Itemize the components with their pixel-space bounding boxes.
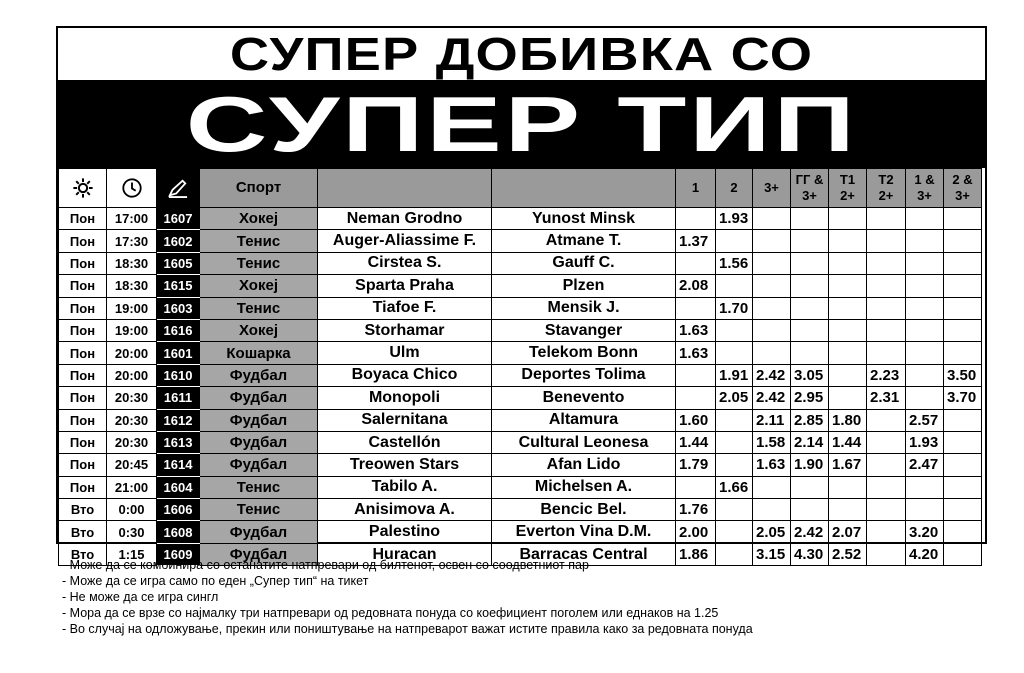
- odds-header-1-3plus: 1 & 3+: [906, 169, 944, 208]
- home-team: Neman Grodno: [318, 208, 492, 230]
- odds-cell: [906, 297, 944, 319]
- odds-cell: [676, 476, 716, 498]
- match-code: 1602: [157, 230, 200, 252]
- odds-cell: 1.93: [906, 431, 944, 453]
- home-team: Palestino: [318, 521, 492, 543]
- time-cell: 1:15: [107, 543, 157, 565]
- odds-cell: [867, 454, 906, 476]
- odds-cell: 1.66: [716, 476, 753, 498]
- sport-cell: Тенис: [200, 230, 318, 252]
- odds-cell: [791, 476, 829, 498]
- odds-cell: 2.57: [906, 409, 944, 431]
- sport-cell: Фудбал: [200, 364, 318, 386]
- odds-cell: 1.86: [676, 543, 716, 565]
- odds-cell: [676, 387, 716, 409]
- day-cell: Пон: [59, 275, 107, 297]
- away-team: Stavanger: [492, 319, 676, 341]
- day-cell: Вто: [59, 543, 107, 565]
- away-team: Cultural Leonesa: [492, 431, 676, 453]
- match-row: [59, 499, 982, 521]
- odds-cell: [716, 230, 753, 252]
- match-row: [59, 319, 982, 341]
- match-code: 1605: [157, 252, 200, 274]
- day-cell: Пон: [59, 297, 107, 319]
- odds-header-gg-3plus: ГГ & 3+: [791, 169, 829, 208]
- odds-cell: [676, 364, 716, 386]
- odds-cell: 2.42: [791, 521, 829, 543]
- match-code: 1606: [157, 499, 200, 521]
- odds-cell: 2.14: [791, 431, 829, 453]
- match-row: [59, 387, 982, 409]
- odds-cell: [753, 208, 791, 230]
- away-team: Everton Vina D.M.: [492, 521, 676, 543]
- time-cell: 19:00: [107, 297, 157, 319]
- sport-cell: Хокеј: [200, 319, 318, 341]
- sport-cell: Кошарка: [200, 342, 318, 364]
- odds-cell: 2.11: [753, 409, 791, 431]
- odds-cell: [867, 521, 906, 543]
- match-row: [59, 208, 982, 230]
- day-cell: Пон: [59, 387, 107, 409]
- odds-cell: [944, 499, 982, 521]
- odds-cell: [716, 499, 753, 521]
- home-team: Cirstea S.: [318, 252, 492, 274]
- odds-cell: 1.79: [676, 454, 716, 476]
- odds-cell: [716, 319, 753, 341]
- time-cell: 0:00: [107, 499, 157, 521]
- match-code: 1601: [157, 342, 200, 364]
- note-line: - Не може да се игра сингл: [62, 590, 219, 604]
- note-line: - Може да се комбинира со останатите натпревари од билтенот, освен со соодветниот пар: [62, 558, 589, 572]
- odds-cell: [867, 342, 906, 364]
- sport-cell: Тенис: [200, 297, 318, 319]
- odds-cell: 1.63: [753, 454, 791, 476]
- away-team: Michelsen A.: [492, 476, 676, 498]
- time-cell: 20:30: [107, 431, 157, 453]
- odds-cell: [906, 252, 944, 274]
- odds-cell: 1.37: [676, 230, 716, 252]
- odds-cell: [753, 476, 791, 498]
- odds-cell: [791, 275, 829, 297]
- odds-cell: [753, 275, 791, 297]
- odds-cell: [753, 499, 791, 521]
- odds-header-t1-2plus: Т1 2+: [829, 169, 867, 208]
- match-code: 1608: [157, 521, 200, 543]
- odds-cell: [676, 208, 716, 230]
- home-team: Storhamar: [318, 319, 492, 341]
- odds-cell: 3.50: [944, 364, 982, 386]
- away-header: [492, 169, 676, 208]
- odds-cell: 1.67: [829, 454, 867, 476]
- odds-cell: 2.05: [753, 521, 791, 543]
- match-row: [59, 454, 982, 476]
- odds-cell: [906, 342, 944, 364]
- time-cell: 20:30: [107, 409, 157, 431]
- match-code: 1616: [157, 319, 200, 341]
- odds-cell: [829, 387, 867, 409]
- odds-cell: [906, 364, 944, 386]
- odds-cell: [906, 208, 944, 230]
- sport-cell: Фудбал: [200, 387, 318, 409]
- odds-cell: [867, 230, 906, 252]
- day-cell: Пон: [59, 208, 107, 230]
- gear-icon: [59, 177, 106, 199]
- odds-cell: [829, 364, 867, 386]
- odds-cell: 1.44: [829, 431, 867, 453]
- odds-cell: [829, 319, 867, 341]
- sport-cell: Тенис: [200, 499, 318, 521]
- away-team: Bencic Bel.: [492, 499, 676, 521]
- odds-cell: 2.23: [867, 364, 906, 386]
- away-team: Plzen: [492, 275, 676, 297]
- odds-header-3plus: 3+: [753, 169, 791, 208]
- promo-frame: [56, 26, 987, 564]
- odds-cell: 1.63: [676, 319, 716, 341]
- sport-cell: Фудбал: [200, 521, 318, 543]
- odds-cell: 1.91: [716, 364, 753, 386]
- match-row: [59, 275, 982, 297]
- odds-cell: 1.63: [676, 342, 716, 364]
- away-team: Mensik J.: [492, 297, 676, 319]
- odds-cell: 1.80: [829, 409, 867, 431]
- match-row: [59, 252, 982, 274]
- rules-notes: [62, 557, 962, 637]
- odds-cell: 1.44: [676, 431, 716, 453]
- home-team: Tabilo A.: [318, 476, 492, 498]
- odds-cell: [944, 319, 982, 341]
- match-code: 1611: [157, 387, 200, 409]
- odds-cell: [906, 275, 944, 297]
- odds-cell: [716, 454, 753, 476]
- odds-cell: [716, 275, 753, 297]
- away-team: Telekom Bonn: [492, 342, 676, 364]
- odds-cell: 2.00: [676, 521, 716, 543]
- odds-cell: [716, 431, 753, 453]
- sport-cell: Фудбал: [200, 454, 318, 476]
- match-code: 1607: [157, 208, 200, 230]
- match-row: [59, 409, 982, 431]
- clock-icon: [107, 177, 156, 199]
- match-code: 1615: [157, 275, 200, 297]
- odds-cell: [867, 297, 906, 319]
- time-cell: 20:00: [107, 364, 157, 386]
- away-team: Afan Lido: [492, 454, 676, 476]
- odds-cell: [944, 230, 982, 252]
- odds-cell: [829, 230, 867, 252]
- match-code: 1603: [157, 297, 200, 319]
- odds-cell: [867, 476, 906, 498]
- odds-cell: [867, 275, 906, 297]
- sport-cell: Тенис: [200, 476, 318, 498]
- time-cell: 0:30: [107, 521, 157, 543]
- sport-cell: Фудбал: [200, 543, 318, 565]
- odds-cell: [791, 499, 829, 521]
- home-team: Anisimova A.: [318, 499, 492, 521]
- odds-cell: 1.93: [716, 208, 753, 230]
- time-cell: 17:00: [107, 208, 157, 230]
- sport-cell: Фудбал: [200, 431, 318, 453]
- home-team: Boyaca Chico: [318, 364, 492, 386]
- home-team: Sparta Praha: [318, 275, 492, 297]
- time-cell: 18:30: [107, 275, 157, 297]
- sport-cell: Хокеј: [200, 275, 318, 297]
- day-cell: Пон: [59, 409, 107, 431]
- odds-cell: [944, 409, 982, 431]
- day-cell: Пон: [59, 252, 107, 274]
- day-cell: Пон: [59, 454, 107, 476]
- title-line-1: СУПЕР ДОБИВКА СО: [229, 28, 814, 80]
- odds-header-2: 2: [716, 169, 753, 208]
- away-team: Gauff C.: [492, 252, 676, 274]
- odds-cell: 3.70: [944, 387, 982, 409]
- odds-cell: [944, 454, 982, 476]
- note-line: - Во случај на одложување, прекин или поништување на натпреварот важат истите правила како за редовната понуда: [62, 622, 753, 636]
- title-banner: [58, 80, 985, 168]
- odds-cell: [867, 252, 906, 274]
- sport-cell: Тенис: [200, 252, 318, 274]
- odds-cell: [829, 476, 867, 498]
- odds-table: [58, 168, 982, 566]
- day-cell: Пон: [59, 431, 107, 453]
- odds-cell: [829, 297, 867, 319]
- time-header: [107, 169, 157, 208]
- match-row: [59, 364, 982, 386]
- odds-cell: [944, 476, 982, 498]
- odds-cell: [867, 208, 906, 230]
- odds-cell: [676, 252, 716, 274]
- sport-header: Спорт: [200, 169, 318, 208]
- odds-cell: 2.42: [753, 387, 791, 409]
- home-team: Ulm: [318, 342, 492, 364]
- odds-cell: [829, 252, 867, 274]
- title-line-2: СУПЕР ТИП: [185, 80, 858, 168]
- odds-cell: [867, 499, 906, 521]
- odds-cell: [906, 499, 944, 521]
- odds-cell: [791, 297, 829, 319]
- odds-cell: 2.42: [753, 364, 791, 386]
- odds-header-2-3plus: 2 & 3+: [944, 169, 982, 208]
- odds-cell: [791, 319, 829, 341]
- odds-cell: [753, 319, 791, 341]
- odds-cell: 4.20: [906, 543, 944, 565]
- odds-cell: 3.20: [906, 521, 944, 543]
- time-cell: 20:45: [107, 454, 157, 476]
- odds-cell: [944, 342, 982, 364]
- note-line: - Може да се игра само по еден „Супер тип“ на тикет: [62, 574, 369, 588]
- match-code: 1609: [157, 543, 200, 565]
- day-cell: Пон: [59, 476, 107, 498]
- odds-cell: 4.30: [791, 543, 829, 565]
- odds-cell: [829, 342, 867, 364]
- odds-cell: [944, 521, 982, 543]
- away-team: Benevento: [492, 387, 676, 409]
- header-row: [59, 169, 982, 208]
- odds-cell: 1.90: [791, 454, 829, 476]
- home-team: Salernitana: [318, 409, 492, 431]
- match-row: [59, 297, 982, 319]
- odds-cell: [867, 319, 906, 341]
- odds-cell: 2.47: [906, 454, 944, 476]
- away-team: Deportes Tolima: [492, 364, 676, 386]
- sport-cell: Фудбал: [200, 409, 318, 431]
- odds-cell: 1.56: [716, 252, 753, 274]
- odds-cell: 1.60: [676, 409, 716, 431]
- odds-cell: [944, 208, 982, 230]
- odds-cell: 2.08: [676, 275, 716, 297]
- odds-cell: [791, 208, 829, 230]
- odds-cell: 1.58: [753, 431, 791, 453]
- time-cell: 20:00: [107, 342, 157, 364]
- time-cell: 20:30: [107, 387, 157, 409]
- odds-cell: [716, 521, 753, 543]
- away-team: Yunost Minsk: [492, 208, 676, 230]
- match-code: 1610: [157, 364, 200, 386]
- odds-cell: [906, 230, 944, 252]
- away-team: Atmane T.: [492, 230, 676, 252]
- day-cell: Пон: [59, 230, 107, 252]
- match-row: [59, 230, 982, 252]
- odds-cell: 3.05: [791, 364, 829, 386]
- odds-cell: [753, 297, 791, 319]
- sport-cell: Хокеј: [200, 208, 318, 230]
- time-cell: 21:00: [107, 476, 157, 498]
- odds-cell: [944, 275, 982, 297]
- day-header: [59, 169, 107, 208]
- code-header: [157, 169, 200, 208]
- odds-cell: [944, 297, 982, 319]
- odds-header-1: 1: [676, 169, 716, 208]
- odds-cell: [829, 499, 867, 521]
- odds-cell: [716, 409, 753, 431]
- odds-header-t2-2plus: Т2 2+: [867, 169, 906, 208]
- day-cell: Пон: [59, 319, 107, 341]
- away-team: Altamura: [492, 409, 676, 431]
- day-cell: Пон: [59, 342, 107, 364]
- odds-cell: [906, 476, 944, 498]
- home-team: Treowen Stars: [318, 454, 492, 476]
- day-cell: Вто: [59, 521, 107, 543]
- time-cell: 18:30: [107, 252, 157, 274]
- odds-cell: [867, 409, 906, 431]
- home-team: Castellón: [318, 431, 492, 453]
- odds-cell: [829, 208, 867, 230]
- odds-cell: [906, 387, 944, 409]
- odds-cell: [753, 342, 791, 364]
- odds-cell: [716, 342, 753, 364]
- home-team: Huracan: [318, 543, 492, 565]
- odds-cell: [944, 431, 982, 453]
- odds-cell: 3.15: [753, 543, 791, 565]
- match-code: 1613: [157, 431, 200, 453]
- odds-cell: [676, 297, 716, 319]
- note-line: - Мора да се врзе со најмалку три натпревари од редовната понуда со коефициент поголем или еднаков на 1.25: [62, 606, 719, 620]
- odds-cell: 1.76: [676, 499, 716, 521]
- odds-cell: 2.31: [867, 387, 906, 409]
- day-cell: Вто: [59, 499, 107, 521]
- time-cell: 19:00: [107, 319, 157, 341]
- odds-cell: 2.95: [791, 387, 829, 409]
- odds-cell: [867, 431, 906, 453]
- day-cell: Пон: [59, 364, 107, 386]
- odds-cell: 1.70: [716, 297, 753, 319]
- odds-cell: 2.85: [791, 409, 829, 431]
- odds-cell: [944, 252, 982, 274]
- home-team: Auger-Aliassime F.: [318, 230, 492, 252]
- odds-cell: 2.07: [829, 521, 867, 543]
- odds-cell: [753, 252, 791, 274]
- match-row: [59, 431, 982, 453]
- odds-cell: [791, 342, 829, 364]
- match-row: [59, 342, 982, 364]
- match-code: 1614: [157, 454, 200, 476]
- pen-icon: [157, 178, 199, 198]
- home-team: Tiafoe F.: [318, 297, 492, 319]
- match-code: 1604: [157, 476, 200, 498]
- time-cell: 17:30: [107, 230, 157, 252]
- away-team: Barracas Central: [492, 543, 676, 565]
- odds-cell: [753, 230, 791, 252]
- home-header: [318, 169, 492, 208]
- odds-cell: [906, 319, 944, 341]
- odds-cell: 2.52: [829, 543, 867, 565]
- home-team: Monopoli: [318, 387, 492, 409]
- match-row: [59, 476, 982, 498]
- odds-cell: 2.05: [716, 387, 753, 409]
- odds-cell: [829, 275, 867, 297]
- match-row: [59, 521, 982, 543]
- match-code: 1612: [157, 409, 200, 431]
- odds-cell: [791, 230, 829, 252]
- odds-cell: [791, 252, 829, 274]
